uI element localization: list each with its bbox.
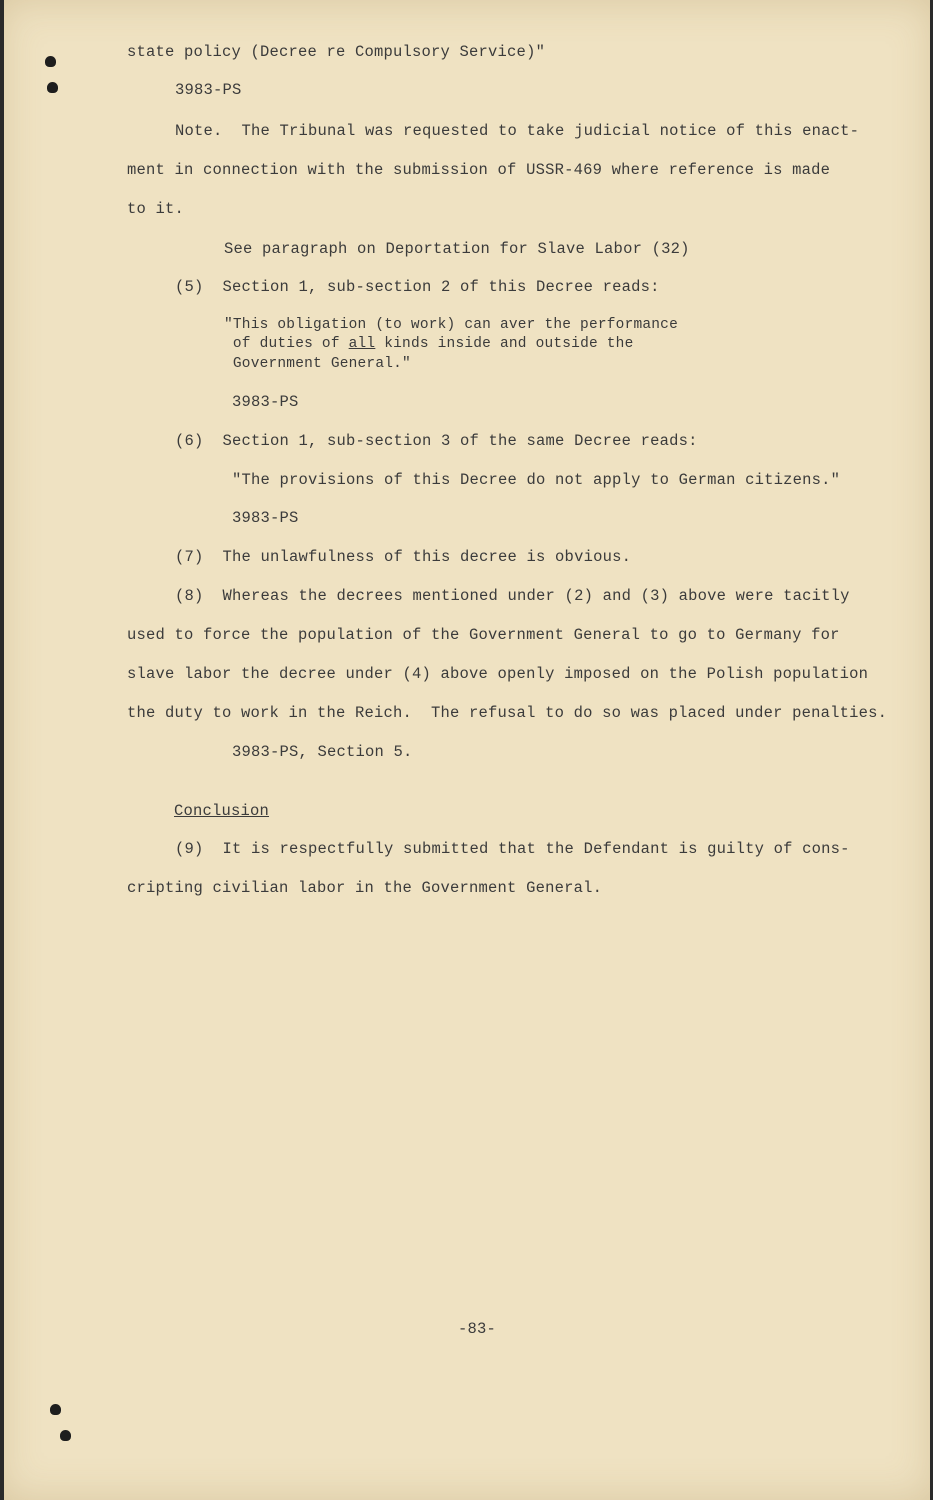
- text-line: state policy (Decree re Compulsory Service)": [127, 43, 546, 61]
- paragraph-5: (5) Section 1, sub-section 2 of this Decree reads:: [175, 278, 660, 296]
- underlined-word: all: [348, 336, 376, 352]
- paragraph-8: (8) Whereas the decrees mentioned under (2) and (3) above were tacitly: [175, 587, 850, 605]
- quote-line: Government General.": [224, 356, 411, 372]
- paragraph-6: (6) Section 1, sub-section 3 of the same Decree reads:: [175, 432, 698, 450]
- exhibit-reference: 3983-PS: [175, 81, 242, 99]
- exhibit-reference: 3983-PS: [232, 393, 299, 411]
- binding-hole-bottom-2: [60, 1430, 71, 1441]
- binding-hole-bottom-1: [50, 1404, 61, 1415]
- page-number: -83-: [458, 1320, 497, 1338]
- quote-line: [224, 336, 634, 352]
- cross-reference: See paragraph on Deportation for Slave Labor (32): [224, 240, 690, 258]
- conclusion-heading: Conclusion: [174, 802, 270, 820]
- text-line: the duty to work in the Reich. The refusal to do so was placed under penalties.: [127, 704, 888, 722]
- text-line: cripting civilian labor in the Government General.: [127, 879, 603, 897]
- quote-text: kinds inside and outside the: [375, 336, 634, 352]
- text-line: used to force the population of the Government General to go to Germany for: [127, 626, 840, 644]
- binding-hole-top-1: [45, 56, 56, 67]
- quote-line: "This obligation (to work) can aver the performance: [224, 317, 678, 333]
- paragraph-7: (7) The unlawfulness of this decree is obvious.: [175, 548, 632, 566]
- text-line: to it.: [127, 200, 185, 218]
- quote-text: of duties of: [224, 336, 349, 352]
- quote-line: "The provisions of this Decree do not apply to German citizens.": [232, 471, 841, 489]
- binding-hole-top-2: [47, 82, 58, 93]
- exhibit-reference: 3983-PS, Section 5.: [232, 743, 413, 761]
- paragraph-9: (9) It is respectfully submitted that the Defendant is guilty of cons-: [175, 840, 850, 858]
- text-line: Note. The Tribunal was requested to take judicial notice of this enact-: [175, 122, 860, 140]
- text-line: ment in connection with the submission of USSR-469 where reference is made: [127, 161, 831, 179]
- text-line: slave labor the decree under (4) above openly imposed on the Polish population: [127, 665, 869, 683]
- page-edge-left: [0, 0, 4, 1500]
- exhibit-reference: 3983-PS: [232, 509, 299, 527]
